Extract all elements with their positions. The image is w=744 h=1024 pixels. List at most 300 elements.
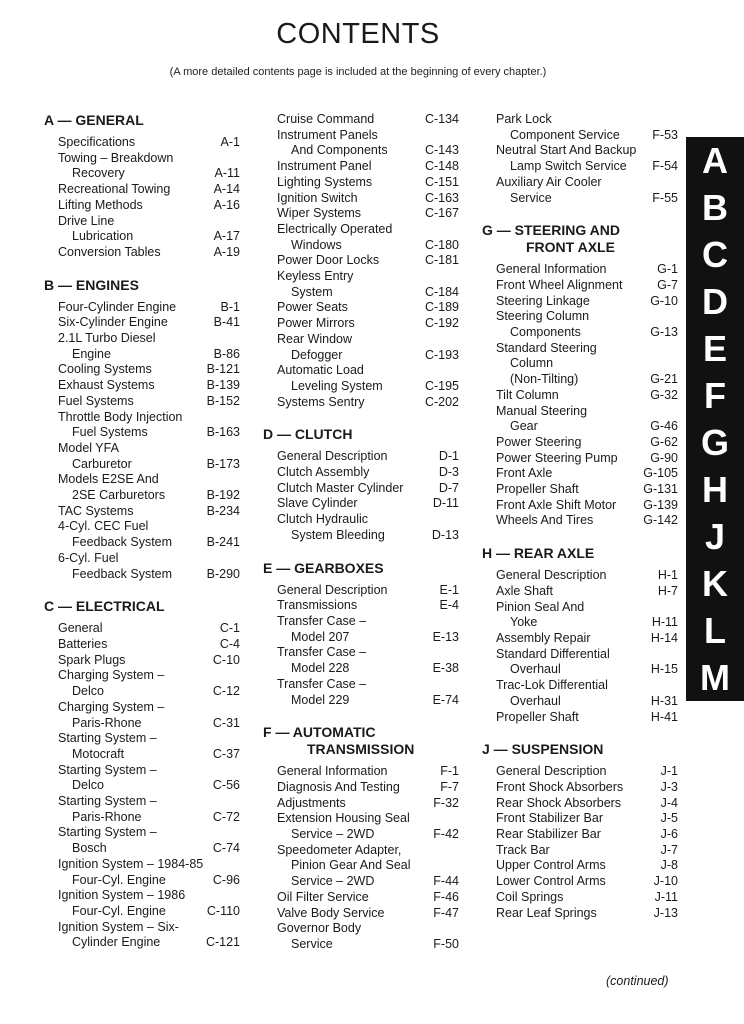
entry-title (58, 378, 201, 394)
contents-entry[interactable] (263, 890, 459, 906)
entry-title (277, 921, 427, 952)
contents-entry[interactable] (263, 449, 459, 465)
entry-page-number: G-46 (650, 419, 678, 434)
entry-title (277, 222, 419, 253)
entry-title-line: Diagnosis And Testing (277, 779, 400, 794)
entry-title (496, 404, 644, 435)
entry-title (277, 128, 419, 159)
entry-page-number: C-10 (212, 652, 240, 667)
entry-page-number: G-10 (650, 293, 678, 308)
entry-page-number: B-290 (206, 566, 240, 581)
entry-page-number: D-1 (438, 449, 459, 464)
entry-title-line: General Description (496, 568, 607, 583)
entry-title-line: Overhaul (510, 662, 561, 677)
entry-page-number: A-17 (213, 229, 240, 244)
contents-entry[interactable] (482, 796, 678, 812)
contents-entry[interactable] (263, 780, 459, 796)
entry-title-line: Exhaust Systems (58, 378, 155, 393)
entry-title-line: Gear (510, 419, 538, 434)
entry-title (58, 198, 208, 214)
contents-entry[interactable] (482, 780, 678, 796)
entry-title (277, 906, 427, 922)
entry-page-number: F-55 (652, 190, 678, 205)
entry-title (277, 796, 427, 812)
entry-page-number: H-15 (650, 662, 678, 677)
section-heading-line: J — SUSPENSION (482, 741, 604, 758)
entry-title-line: Lamp Switch Service (510, 159, 627, 174)
contents-entry[interactable] (482, 294, 678, 310)
entry-page-number: D-13 (431, 527, 459, 542)
entry-title (58, 825, 207, 856)
contents-entry[interactable] (263, 206, 459, 222)
entry-title-line: Six-Cylinder Engine (58, 315, 168, 330)
contents-entry[interactable] (482, 112, 678, 143)
contents-entry[interactable] (263, 796, 459, 812)
entry-page-number: C-110 (206, 903, 240, 918)
contents-entry[interactable] (482, 647, 678, 678)
entry-title (277, 175, 419, 191)
contents-entry[interactable] (482, 890, 678, 906)
entry-title (277, 583, 434, 599)
contents-entry[interactable] (482, 262, 678, 278)
contents-entry[interactable] (263, 645, 459, 676)
entry-title-line: Rear Leaf Springs (496, 905, 597, 920)
entry-title (496, 890, 649, 906)
entry-title (58, 731, 207, 762)
contents-entry[interactable] (263, 843, 459, 890)
entry-title-line: Service (510, 190, 552, 205)
section-heading-line: A — GENERAL (44, 112, 144, 128)
entry-page-number: G-13 (650, 325, 678, 340)
entry-page-number: G-1 (657, 262, 678, 277)
entry-page-number: C-12 (212, 684, 240, 699)
entry-title (58, 763, 207, 794)
entry-title-line: Column (510, 356, 554, 371)
contents-entry[interactable] (482, 513, 678, 529)
entry-page-number: C-72 (212, 809, 240, 824)
entry-page-number: C-181 (424, 253, 459, 268)
contents-entry[interactable] (44, 653, 240, 669)
entry-page-number: G-21 (650, 372, 678, 387)
contents-entry[interactable] (44, 519, 240, 550)
contents-entry[interactable] (44, 920, 240, 951)
entry-title (496, 600, 646, 631)
entry-title-line: Front Shock Absorbers (496, 779, 624, 794)
chapter-tab-h[interactable]: H (702, 468, 728, 510)
contents-entry[interactable] (263, 112, 459, 128)
entry-title-line: Ignition System – 1986 (58, 888, 186, 903)
entry-title-line: Conversion Tables (58, 244, 161, 259)
entry-title-line: Track Bar (496, 842, 550, 857)
entry-page-number: J-10 (653, 874, 678, 889)
entry-title-line: Valve Body Service (277, 905, 385, 920)
chapter-tab-j[interactable]: J (704, 515, 726, 557)
contents-entry[interactable] (482, 874, 678, 890)
entry-title-line: Power Door Locks (277, 253, 380, 268)
section-gap (263, 710, 459, 724)
contents-entry[interactable] (263, 300, 459, 316)
contents-entry[interactable] (44, 621, 240, 637)
entry-title-line: Yoke (510, 615, 538, 630)
contents-entry[interactable] (263, 764, 459, 780)
entry-title-line: Adjustments (277, 795, 346, 810)
entry-title-line: Starting System – (58, 731, 157, 746)
entry-page-number: C-180 (424, 237, 459, 252)
entry-title (277, 253, 419, 269)
entry-title (496, 112, 646, 143)
chapter-tab-d[interactable]: D (702, 280, 728, 322)
contents-entry[interactable] (482, 175, 678, 206)
chapter-tab-k[interactable]: K (702, 562, 728, 604)
contents-entry[interactable] (44, 362, 240, 378)
section-heading-line: H — REAR AXLE (482, 545, 595, 562)
contents-entry[interactable] (44, 315, 240, 331)
entry-page-number: F-7 (440, 779, 459, 794)
entry-title-line: Throttle Body Injection (58, 409, 183, 424)
entry-title-line: (Non-Tilting) (510, 372, 579, 387)
entry-title-line: Instrument Panels (277, 127, 378, 142)
contents-entry[interactable] (263, 269, 459, 300)
entry-title-line: Four-Cylinder Engine (58, 299, 177, 314)
entry-title-line: Speedometer Adapter, (277, 842, 402, 857)
chapter-tab-c[interactable]: C (702, 233, 728, 275)
contents-entry[interactable] (44, 551, 240, 582)
entry-page-number: G-62 (650, 434, 678, 449)
contents-entry[interactable] (482, 341, 678, 388)
page-title: CONTENTS (276, 18, 440, 50)
contents-entry[interactable] (263, 811, 459, 842)
chapter-tab-e[interactable]: E (702, 327, 727, 369)
entry-title-line: Steering Linkage (496, 293, 590, 308)
entry-title-line: Wheels And Tires (496, 513, 594, 528)
entry-title-line: Lubrication (72, 229, 134, 244)
section-heading-line: C — ELECTRICAL (44, 598, 165, 615)
entry-title-line: Steering Column (496, 309, 590, 324)
entry-title (496, 568, 652, 584)
contents-entry[interactable] (263, 191, 459, 207)
contents-entry[interactable] (263, 921, 459, 952)
entry-title-line: Extension Housing Seal (277, 811, 410, 826)
chapter-tab-f[interactable]: F (704, 374, 726, 416)
entry-title (496, 906, 648, 922)
entry-page-number: J-7 (660, 842, 678, 857)
contents-entry[interactable] (482, 827, 678, 843)
entry-title-line: Assembly Repair (496, 630, 591, 645)
contents-entry[interactable] (482, 843, 678, 859)
contents-entry[interactable] (482, 404, 678, 435)
section-gap (482, 531, 678, 545)
contents-entry[interactable] (44, 637, 240, 653)
contents-entry[interactable] (482, 451, 678, 467)
contents-entry[interactable] (482, 278, 678, 294)
entry-title (496, 294, 644, 310)
contents-entry[interactable] (263, 496, 459, 512)
entry-title-line: Coil Springs (496, 889, 564, 904)
contents-entry[interactable] (482, 858, 678, 874)
contents-entry[interactable] (44, 245, 240, 261)
entry-title-line: Clutch Hydraulic (277, 512, 369, 527)
entry-title (277, 677, 427, 708)
entry-title (496, 827, 655, 843)
entry-title (277, 191, 419, 207)
contents-entry[interactable] (263, 332, 459, 363)
entry-title-line: General Description (277, 582, 388, 597)
entry-page-number: J-11 (654, 889, 678, 904)
contents-entry[interactable] (44, 182, 240, 198)
contents-entry[interactable] (482, 143, 678, 174)
contents-entry[interactable] (44, 700, 240, 731)
entry-title (496, 874, 648, 890)
contents-entry[interactable] (263, 222, 459, 253)
contents-entry[interactable] (44, 394, 240, 410)
entry-page-number: F-42 (433, 827, 459, 842)
entry-page-number: J-5 (660, 811, 678, 826)
entry-title (496, 584, 652, 600)
contents-entry[interactable] (482, 584, 678, 600)
entry-title-line: System (291, 284, 333, 299)
contents-entry[interactable] (263, 481, 459, 497)
entry-title (58, 182, 208, 198)
section-heading (482, 222, 678, 256)
contents-entry[interactable] (482, 388, 678, 404)
entry-page-number: J-1 (660, 764, 678, 779)
entry-title (496, 796, 655, 812)
entry-title (58, 441, 201, 472)
entry-page-number: G-90 (650, 450, 678, 465)
contents-entry[interactable] (263, 583, 459, 599)
entry-page-number: D-7 (438, 480, 459, 495)
contents-entry[interactable] (482, 498, 678, 514)
entry-title (58, 621, 214, 637)
contents-entry[interactable] (263, 906, 459, 922)
entry-page-number: J-8 (660, 858, 678, 873)
contents-entry[interactable] (44, 331, 240, 362)
chapter-tab-g[interactable]: G (700, 421, 729, 463)
contents-entry[interactable] (44, 135, 240, 151)
entry-title-line: Pinion Gear And Seal (291, 858, 411, 873)
entry-title (496, 811, 655, 827)
entry-title-line: Transfer Case – (277, 645, 367, 660)
entry-title-line: General Information (496, 262, 607, 277)
entry-page-number: A-1 (220, 135, 240, 149)
contents-column-2 (263, 112, 459, 955)
contents-entry[interactable] (263, 363, 459, 394)
entry-page-number: C-74 (212, 841, 240, 856)
contents-entry[interactable] (44, 888, 240, 919)
entry-title-line: Transfer Case – (277, 613, 367, 628)
section-gap (482, 727, 678, 741)
entry-title (58, 794, 207, 825)
contents-entry[interactable] (482, 764, 678, 780)
entry-title-line: Delco (72, 778, 104, 793)
entry-title-line: Batteries (58, 636, 108, 651)
entry-title-line: General (58, 621, 103, 636)
contents-entry[interactable] (44, 214, 240, 245)
entry-title (58, 394, 201, 410)
section-heading-line: TRANSMISSION (307, 741, 415, 758)
contents-entry[interactable] (263, 395, 459, 411)
entry-title (496, 309, 644, 340)
page-subtitle: (A more detailed contents page is included at the beginning of every chapter.) (169, 66, 547, 78)
chapter-tab-a[interactable]: A (702, 139, 728, 181)
entry-title-line: Systems Sentry (277, 394, 365, 409)
entry-title-line: Keyless Entry (277, 269, 354, 284)
entry-page-number: B-241 (206, 535, 240, 550)
entry-title (277, 465, 433, 481)
contents-section (482, 727, 678, 921)
entry-title-line: 6-Cyl. Fuel (58, 550, 119, 565)
entry-page-number: E-38 (432, 661, 459, 676)
chapter-tab-b[interactable]: B (702, 186, 728, 228)
contents-entry[interactable] (44, 794, 240, 825)
contents-entry[interactable] (263, 253, 459, 269)
entry-title (277, 614, 427, 645)
contents-section (482, 208, 678, 529)
contents-entry[interactable] (44, 300, 240, 316)
contents-entry[interactable] (44, 378, 240, 394)
entry-page-number: C-1 (219, 621, 240, 636)
section-heading (482, 741, 678, 758)
contents-entry[interactable] (44, 410, 240, 441)
entry-title-line: Charging System – (58, 699, 165, 714)
contents-entry[interactable] (482, 600, 678, 631)
entry-title-line: Defogger (291, 347, 343, 362)
contents-entry[interactable] (44, 504, 240, 520)
entry-title-line: Pinion Seal And (496, 599, 585, 614)
contents-entry[interactable] (44, 857, 240, 888)
entry-title-line: Front Axle Shift Motor (496, 497, 617, 512)
entry-title-line: Standard Steering (496, 340, 597, 355)
chapter-tabs (686, 137, 744, 701)
entry-title-line: Bosch (72, 841, 107, 856)
entry-title-line: Drive Line (58, 213, 115, 228)
entry-title-line: Governor Body (277, 921, 362, 936)
contents-entry[interactable] (44, 198, 240, 214)
entry-page-number: B-86 (213, 346, 240, 361)
entry-title-line: Electrically Operated (277, 221, 393, 236)
contents-entry[interactable] (263, 316, 459, 332)
contents-entry[interactable] (44, 763, 240, 794)
entry-title-line: Delco (72, 684, 104, 699)
contents-entry[interactable] (482, 568, 678, 584)
section-gap (44, 584, 240, 598)
entry-page-number: B-234 (206, 503, 240, 518)
entry-page-number: F-54 (652, 159, 678, 174)
contents-entry[interactable] (263, 465, 459, 481)
entry-title (58, 519, 201, 550)
entry-title-line: Front Stabilizer Bar (496, 811, 603, 826)
contents-entry[interactable] (44, 731, 240, 762)
entry-title (496, 678, 645, 709)
contents-section (263, 112, 459, 410)
contents-entry[interactable] (482, 710, 678, 726)
entry-title (58, 410, 201, 441)
entry-title-line: Neutral Start And Backup (496, 143, 637, 158)
entry-title (277, 316, 419, 332)
entry-page-number: C-121 (205, 935, 240, 950)
entry-page-number: J-6 (660, 827, 678, 842)
entry-title-line: Towing – Breakdown (58, 150, 174, 165)
entry-title-line: Service – 2WD (291, 874, 375, 889)
entry-title (58, 472, 201, 503)
section-heading (44, 598, 240, 615)
contents-entry[interactable] (263, 128, 459, 159)
section-heading-line: D — CLUTCH (263, 426, 353, 443)
contents-entry[interactable] (263, 159, 459, 175)
contents-entry[interactable] (482, 309, 678, 340)
chapter-tab-m[interactable]: M (700, 656, 730, 698)
contents-entry[interactable] (482, 435, 678, 451)
entry-title-line: Upper Control Arms (496, 858, 606, 873)
entry-title-line: Feedback System (72, 566, 173, 581)
entry-page-number: C-193 (424, 347, 459, 362)
entry-title-line: Overhaul (510, 693, 561, 708)
contents-entry[interactable] (263, 598, 459, 614)
contents-entry[interactable] (263, 512, 459, 543)
contents-entry[interactable] (482, 466, 678, 482)
entry-title (496, 513, 637, 529)
entry-title (58, 300, 215, 316)
contents-entry[interactable] (482, 906, 678, 922)
contents-entry[interactable] (44, 825, 240, 856)
entry-page-number: B-1 (220, 299, 240, 314)
entry-title-line: Recreational Towing (58, 182, 171, 197)
entry-title (277, 112, 419, 128)
entry-title (496, 175, 646, 206)
entry-page-number: A-19 (213, 244, 240, 259)
entry-page-number: F-32 (433, 795, 459, 810)
entry-page-number: F-53 (652, 127, 678, 142)
contents-section (44, 112, 240, 261)
contents-section (263, 710, 459, 952)
entry-page-number: E-13 (432, 629, 459, 644)
contents-entry[interactable] (482, 482, 678, 498)
contents-entry[interactable] (482, 678, 678, 709)
entry-title (277, 843, 427, 890)
section-heading (44, 277, 240, 294)
contents-entry[interactable] (44, 668, 240, 699)
chapter-tab-l[interactable]: L (704, 609, 726, 651)
contents-section (263, 546, 459, 709)
contents-entry[interactable] (263, 614, 459, 645)
entry-title (277, 496, 427, 512)
entry-title-line: Fuel Systems (58, 393, 134, 408)
contents-entry[interactable] (44, 441, 240, 472)
entry-title-line: Rear Window (277, 331, 353, 346)
contents-entry[interactable] (482, 631, 678, 647)
entry-page-number: A-14 (213, 182, 240, 197)
entry-title (496, 498, 637, 514)
contents-entry[interactable] (263, 175, 459, 191)
entry-page-number: J-4 (660, 795, 678, 810)
entry-title-line: Components (510, 325, 581, 340)
entry-title (277, 811, 427, 842)
entry-title-line: Lighting Systems (277, 174, 373, 189)
entry-title-line: Windows (291, 237, 342, 252)
contents-entry[interactable] (44, 151, 240, 182)
entry-title (58, 135, 215, 151)
entry-title-line: Models E2SE And (58, 472, 159, 487)
contents-entry[interactable] (482, 811, 678, 827)
entry-title-line: Four-Cyl. Engine (72, 903, 166, 918)
entry-page-number: F-50 (433, 936, 459, 951)
contents-section (44, 584, 240, 951)
contents-entry[interactable] (44, 472, 240, 503)
entry-title (277, 159, 419, 175)
entry-title (496, 278, 651, 294)
entry-page-number: B-163 (206, 425, 240, 440)
contents-entry[interactable] (263, 677, 459, 708)
